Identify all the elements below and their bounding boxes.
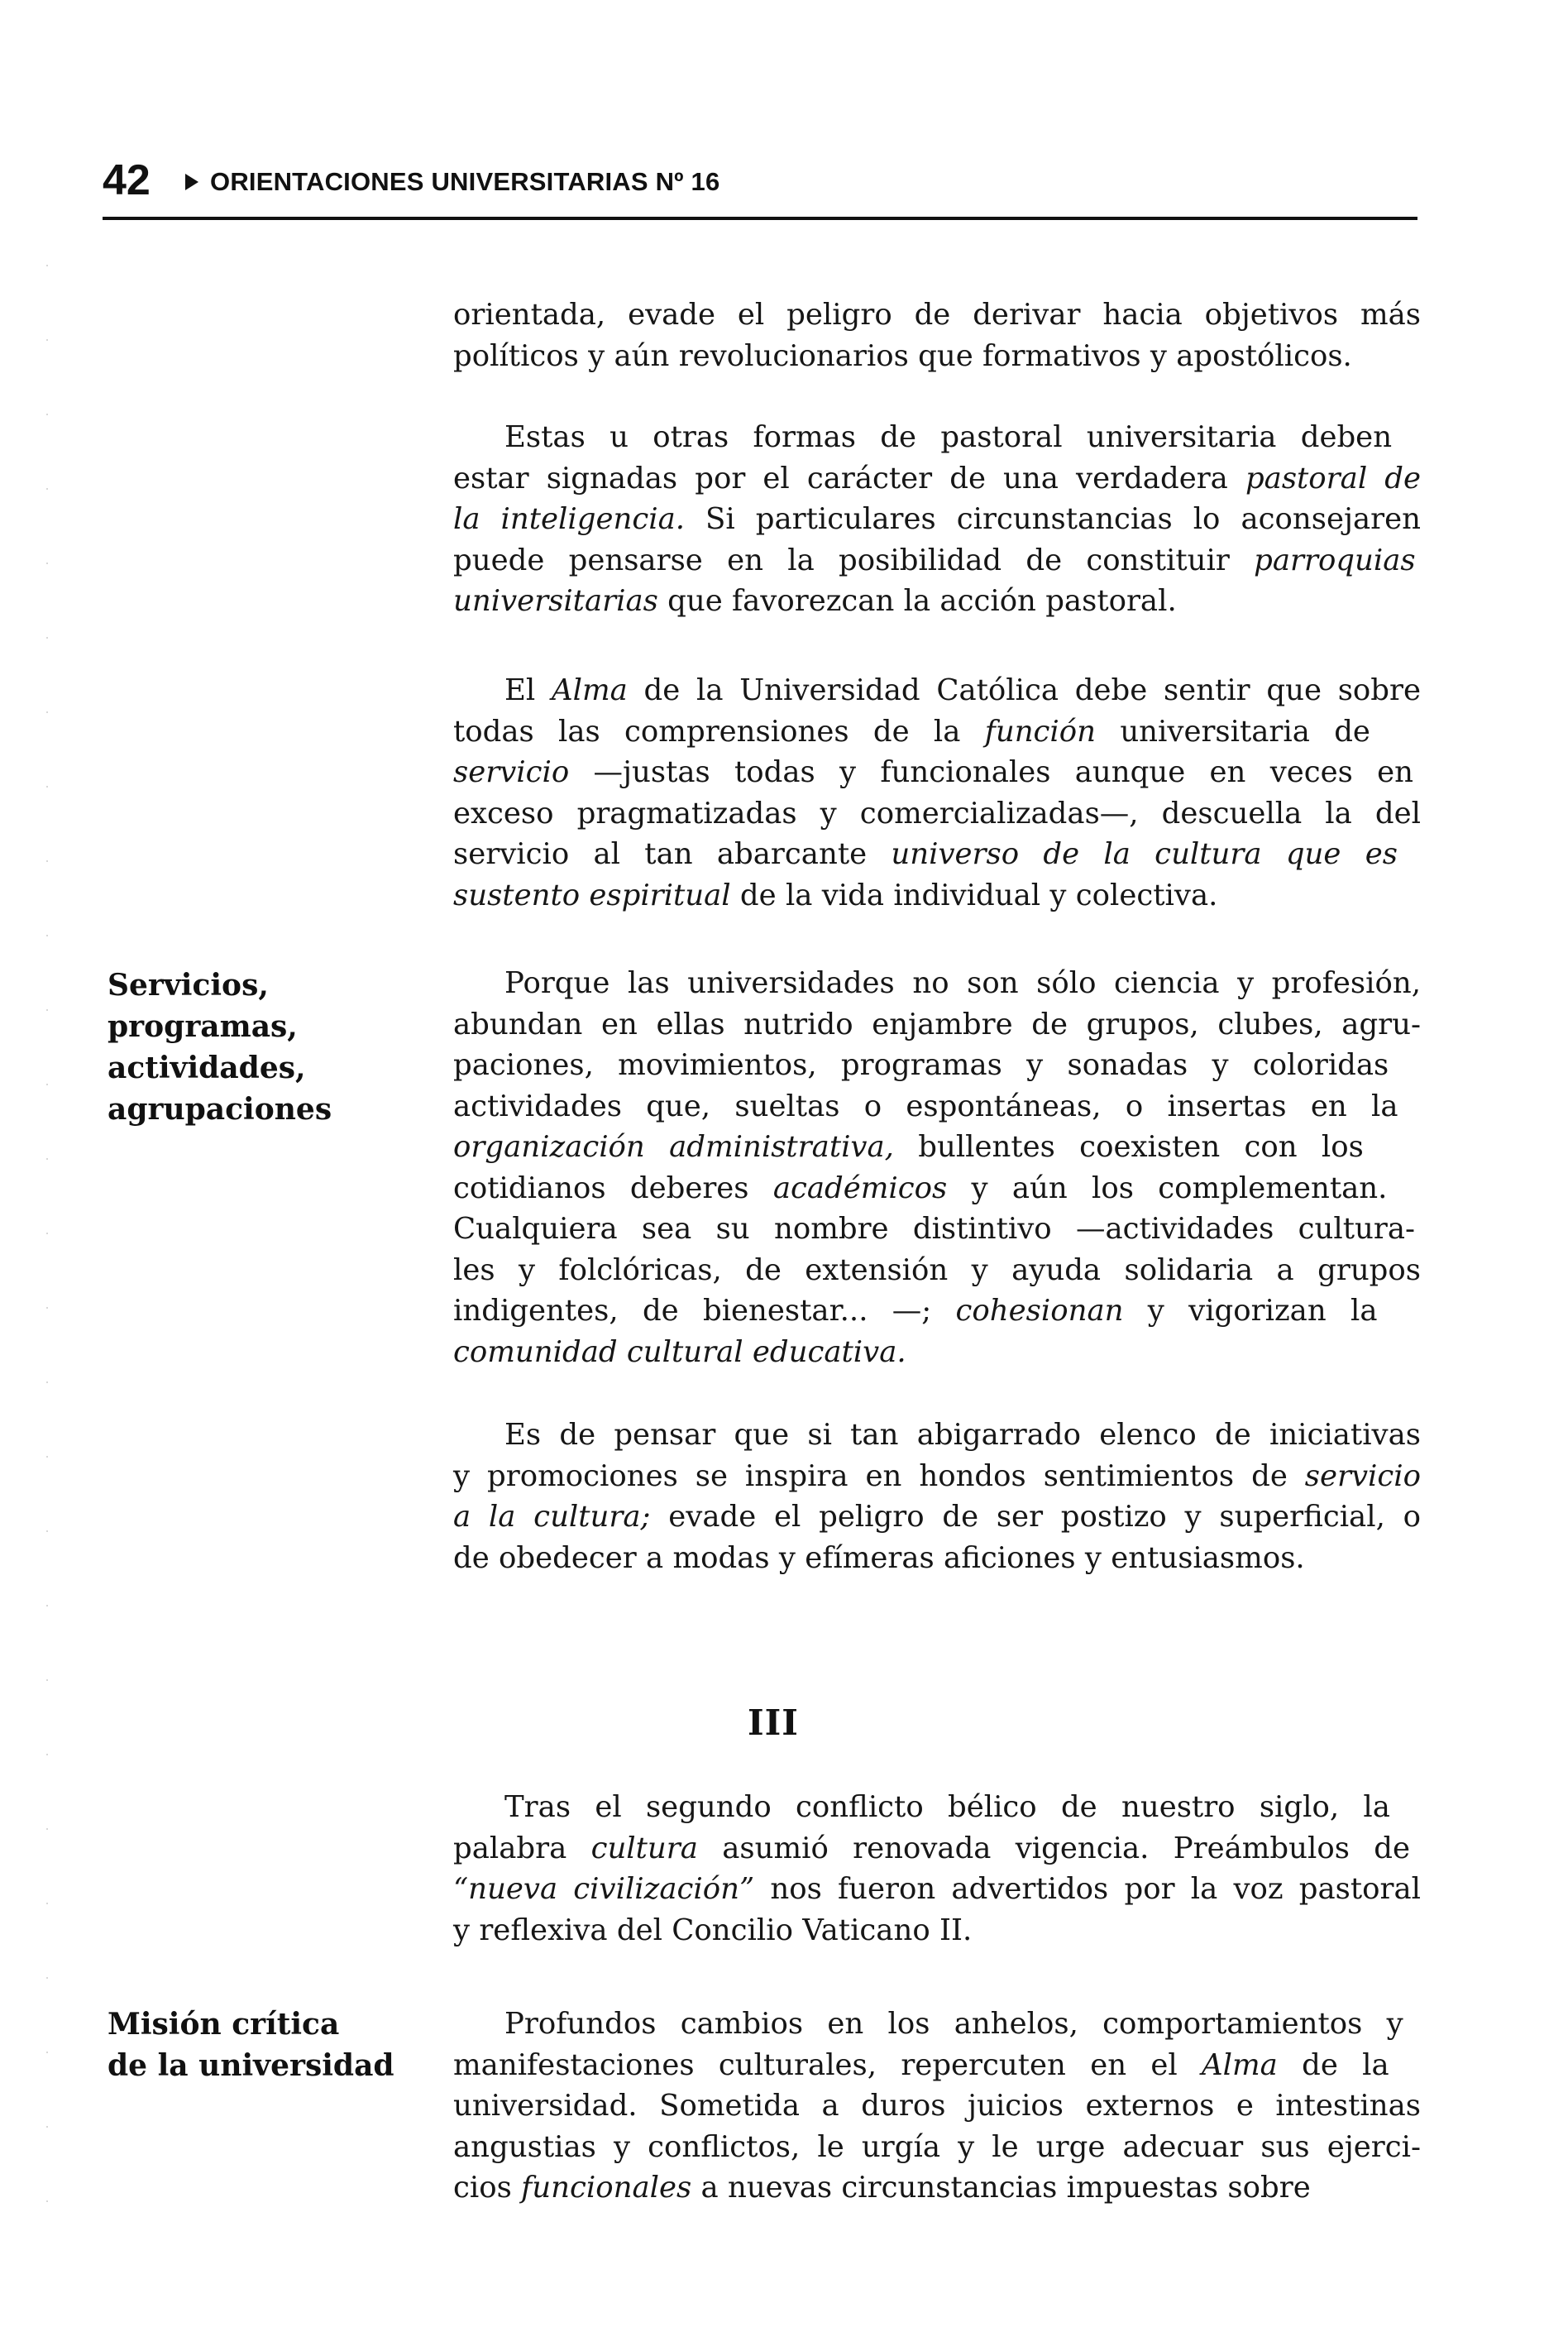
page-number: 42 xyxy=(103,156,151,204)
text-run: estar signadas por el carácter de una verdadera xyxy=(453,461,1245,496)
text-line xyxy=(453,752,1421,793)
text-run: El xyxy=(504,673,552,707)
text-run: exceso pragmatizadas y comercializadas—, descuella la del xyxy=(453,796,1421,831)
text-line xyxy=(453,458,1421,500)
italic-phrase: Alma xyxy=(1202,2047,1278,2082)
text-line xyxy=(453,1168,1421,1209)
text-run: todas las comprensiones de la xyxy=(453,714,985,749)
paragraph-3 xyxy=(453,670,1421,916)
text-run: palabra xyxy=(453,1831,591,1865)
text-line xyxy=(453,1332,1421,1373)
text-line xyxy=(453,336,1421,377)
text-run: puede pensarse en la posibilidad de constituir xyxy=(453,543,1255,577)
text-line xyxy=(453,1828,1421,1870)
text-run: indigentes, de bienestar... —; xyxy=(453,1294,956,1328)
running-title: ORIENTACIONES UNIVERSITARIAS Nº 16 xyxy=(210,167,720,196)
text-run: de obedecer a modas y efímeras aficiones y entusiasmos. xyxy=(453,1540,1305,1575)
text-run: manifestaciones culturales, repercuten en el xyxy=(453,2047,1202,2082)
sidenote-servicios xyxy=(108,965,332,1130)
text-line xyxy=(453,834,1421,875)
italic-phrase: la inteligencia. xyxy=(453,502,686,536)
text-line xyxy=(453,417,1421,458)
text-line xyxy=(453,1456,1421,1497)
text-run: Cualquiera sea su nombre distintivo —actividades cultura- xyxy=(453,1212,1416,1246)
text-line xyxy=(453,1086,1421,1128)
text-run: evade el peligro de ser postizo y superficial, o xyxy=(650,1500,1421,1534)
text-run: actividades que, sueltas o espontáneas, o insertas en la xyxy=(453,1089,1398,1123)
sidenote-line: Misión crítica xyxy=(108,2007,340,2042)
paragraph-6 xyxy=(453,1787,1421,1951)
text-line xyxy=(453,963,1421,1004)
text-run: y reflexiva del Concilio Vaticano II. xyxy=(453,1913,973,1947)
italic-phrase: académicos xyxy=(772,1171,948,1205)
italic-phrase: Alma xyxy=(552,673,628,707)
italic-phrase: universo de la cultura que es xyxy=(891,837,1398,871)
text-line xyxy=(453,793,1421,835)
text-line xyxy=(453,2127,1421,2168)
italic-phrase: organización administrativa, xyxy=(453,1130,894,1164)
italic-phrase: parroquias xyxy=(1254,543,1416,577)
sidenote-line: programas, xyxy=(108,1009,298,1044)
text-line xyxy=(453,1910,1421,1951)
text-run: asumió renovada vigencia. Preámbulos de xyxy=(697,1831,1410,1865)
text-line xyxy=(453,1538,1421,1579)
paragraph-5 xyxy=(453,1415,1421,1578)
margin-scan-marks xyxy=(46,265,48,2250)
text-run: políticos y aún revolucionarios que formativos y apostólicos. xyxy=(453,338,1352,373)
text-run: nos fueron advertidos por la voz pastoral xyxy=(754,1872,1422,1906)
triangle-right-icon xyxy=(185,174,198,190)
italic-phrase: comunidad cultural educativa. xyxy=(453,1334,906,1369)
text-line xyxy=(453,581,1421,622)
header-rule xyxy=(103,217,1417,220)
text-run: cios xyxy=(453,2171,522,2205)
paragraph-7 xyxy=(453,2004,1421,2209)
italic-phrase: sustento espiritual xyxy=(453,878,731,912)
italic-phrase: servicio xyxy=(1304,1458,1421,1493)
text-run: orientada, evade el peligro de derivar hacia objetivos más xyxy=(453,298,1421,332)
text-line xyxy=(453,2085,1421,2127)
text-run: de la vida individual y colectiva. xyxy=(730,878,1218,912)
text-run: universitaria de xyxy=(1096,714,1370,749)
text-line xyxy=(453,1004,1421,1046)
text-run: de la Universidad Católica debe sentir que sobre xyxy=(627,673,1421,707)
section-heading: III xyxy=(748,1702,799,1743)
italic-phrase: funcionales xyxy=(521,2171,692,2205)
italic-phrase: pastoral de xyxy=(1245,461,1421,496)
italic-phrase: universitarias xyxy=(453,584,658,618)
text-line xyxy=(453,1045,1421,1086)
text-run: bullentes coexisten con los xyxy=(893,1130,1364,1164)
text-line xyxy=(453,1127,1421,1168)
sidenote-line: de la universidad xyxy=(108,2048,394,2083)
italic-phrase: “nueva civilización” xyxy=(453,1872,755,1906)
text-run: universidad. Sometida a duros juicios externos e intestinas xyxy=(453,2089,1421,2123)
italic-phrase: a la cultura; xyxy=(453,1500,651,1534)
text-run: y aún los complementan. xyxy=(947,1171,1388,1205)
page-header xyxy=(103,154,1417,220)
text-run: abundan en ellas nutrido enjambre de grupos, clubes, agru- xyxy=(453,1007,1421,1041)
text-line xyxy=(453,1290,1421,1332)
text-run: Tras el segundo conflicto bélico de nuestro siglo, la xyxy=(504,1790,1390,1824)
text-run: angustias y conflictos, le urgía y le urge adecuar sus ejerci- xyxy=(453,2129,1421,2164)
text-line xyxy=(453,1496,1421,1538)
italic-phrase: cultura xyxy=(590,1831,698,1865)
text-run: Es de pensar que si tan abigarrado elenco de iniciativas xyxy=(504,1418,1421,1452)
text-line xyxy=(453,1209,1421,1250)
text-run: y promociones se inspira en hondos sentimientos de xyxy=(453,1458,1305,1493)
text-run: Profundos cambios en los anhelos, comportamientos y xyxy=(504,2007,1403,2041)
text-run: servicio al tan abarcante xyxy=(453,837,892,871)
text-run: Estas u otras formas de pastoral universitaria deben xyxy=(504,420,1393,454)
paragraph-1 xyxy=(453,294,1421,376)
sidenote-line: actividades, xyxy=(108,1051,306,1085)
italic-phrase: función xyxy=(984,714,1097,749)
text-line xyxy=(453,1415,1421,1456)
text-line xyxy=(453,2045,1421,2086)
paragraph-4 xyxy=(453,963,1421,1372)
text-run: y vigorizan la xyxy=(1123,1294,1378,1328)
text-run: a nuevas circunstancias impuestas sobre xyxy=(691,2171,1311,2205)
text-run: —justas todas y funcionales aunque en veces en xyxy=(569,755,1414,789)
text-line xyxy=(453,875,1421,917)
sidenote-mision xyxy=(108,2004,394,2086)
text-run: paciones, movimientos, programas y sonadas y coloridas xyxy=(453,1048,1389,1082)
text-line xyxy=(453,499,1421,540)
text-line xyxy=(453,711,1421,753)
text-run: Porque las universidades no son sólo ciencia y profesión, xyxy=(504,966,1421,1000)
text-run: que favorezcan la acción pastoral. xyxy=(657,584,1177,618)
text-line xyxy=(453,1250,1421,1291)
text-run: Si particulares circunstancias lo aconsejaren xyxy=(685,502,1421,536)
text-line xyxy=(453,294,1421,336)
text-line xyxy=(453,1869,1421,1910)
sidenote-line: Servicios, xyxy=(108,968,269,1003)
text-line xyxy=(453,540,1421,582)
text-line xyxy=(453,1787,1421,1828)
paragraph-2 xyxy=(453,417,1421,622)
text-line xyxy=(453,2004,1421,2045)
text-line xyxy=(453,670,1421,711)
text-line xyxy=(453,2167,1421,2209)
text-run: de la xyxy=(1277,2047,1389,2082)
text-run: cotidianos deberes xyxy=(453,1171,773,1205)
italic-phrase: servicio xyxy=(453,755,570,789)
text-run: les y folclóricas, de extensión y ayuda solidaria a grupos xyxy=(453,1252,1421,1287)
sidenote-line: agrupaciones xyxy=(108,1092,332,1127)
italic-phrase: cohesionan xyxy=(955,1294,1124,1328)
